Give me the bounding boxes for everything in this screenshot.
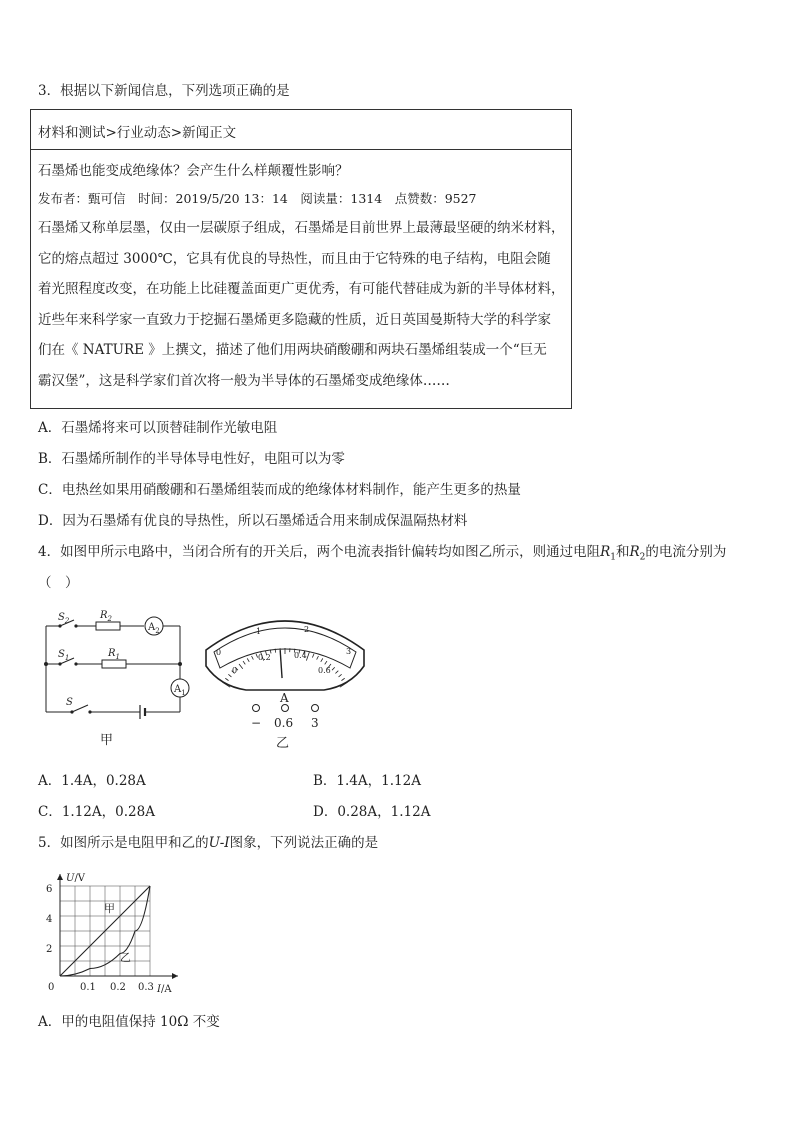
y-tick-6: 6 <box>46 884 53 895</box>
q4-stem-a: 4．如图甲所示电路中，当闭合所有的开关后，两个电流表指针偏转均如图乙所示，则通过电阻 <box>38 544 601 560</box>
ui-graph <box>38 866 188 1005</box>
q3-option-a: A．石墨烯将来可以顶替硅制作光敏电阻 <box>38 420 278 436</box>
article-title: 石墨烯也能变成绝缘体？会产生什么样颠覆性影响？ <box>38 163 349 179</box>
label-a2: $A_2$ <box>148 622 160 635</box>
q4-option-c: C．1.12A，0.28A <box>38 804 155 820</box>
question-4-stem <box>38 543 726 567</box>
q3-option-c: C．电热丝如果用硝酸硼和石墨烯组装而成的绝缘体材料制作，能产生更多的热量 <box>38 482 521 498</box>
ammeter-diagram <box>200 610 370 759</box>
r1-sub: 1 <box>610 552 616 563</box>
article-line: 着光照程度改变，在功能上比硅覆盖面更广更优秀，有可能代替硅成为新的半导体材料， <box>38 281 565 297</box>
news-breadcrumb <box>31 110 571 150</box>
x-tick-01: 0.1 <box>80 982 96 993</box>
article-line: 霸汉堡”，这是科学家们首次将一般为半导体的石墨烯变成绝缘体…… <box>38 372 450 389</box>
series-label-yi: 乙 <box>120 951 131 964</box>
article-line: 它的熔点超过 3000℃，它具有优良的导热性，而且由于它特殊的电子结构，电阻会随 <box>38 250 551 267</box>
q5-stem-a: 5．如图所示是电阻甲和乙的 <box>38 835 209 851</box>
label-r2: $R_2$ <box>100 610 112 623</box>
r1-symbol: R <box>600 544 611 560</box>
upper-tick-3: 3 <box>346 647 352 656</box>
meter-tick <box>275 649 276 653</box>
label-r1: $R_1$ <box>108 648 120 661</box>
question-5-stem <box>38 834 378 852</box>
label-a1: $A_1$ <box>174 684 186 697</box>
upper-tick-0: 0 <box>216 648 222 657</box>
y-tick-4: 4 <box>46 914 53 925</box>
meter-unit: A <box>280 691 289 705</box>
upper-tick-2: 2 <box>304 625 310 634</box>
circuit-caption: 甲 <box>100 733 114 748</box>
label-s1: $S_1$ <box>58 649 70 662</box>
circuit-diagram <box>36 606 196 755</box>
x-tick-0: 0 <box>48 982 55 993</box>
q3-option-b: B．石墨烯所制作的半导体导电性好，电阻可以为零 <box>38 451 345 467</box>
x-tick-03: 0.3 <box>138 982 154 993</box>
q4-option-b: B．1.4A，1.12A <box>313 773 421 789</box>
x-axis-label: I/A <box>157 984 172 995</box>
r2-sub: 2 <box>639 552 646 563</box>
lower-tick-3: 0.6 <box>318 666 331 675</box>
article-meta: 发布者：甄可信 时间：2019/5/20 13：14 阅读量：1314 点赞数：9527 <box>38 191 477 206</box>
news-body <box>38 160 568 400</box>
q4-option-d: D．0.28A，1.12A <box>313 804 431 820</box>
y-tick-2: 2 <box>46 944 53 955</box>
upper-tick-1: 1 <box>256 627 262 636</box>
article-line: 们在《 NATURE 》上撰文，描述了他们用两块硝酸硼和两块石墨烯组装成一个“巨无 <box>38 342 547 358</box>
q5-ui: U-I <box>208 835 230 851</box>
series-label-jia: 甲 <box>104 902 115 915</box>
x-tick-02: 0.2 <box>110 982 126 993</box>
article-line: 近些年来科学家一直致力于挖掘石墨烯更多隐藏的性质，近日英国曼斯特大学的科学家 <box>38 311 551 328</box>
q4-and: 和 <box>616 544 630 560</box>
q5-option-a: A．甲的电阻值保持 10Ω 不变 <box>38 1014 220 1030</box>
label-s2: $S_2$ <box>58 612 70 625</box>
terminal-3: 3 <box>311 716 319 730</box>
q4-option-a: A．1.4A，0.28A <box>38 773 146 789</box>
q3-option-d: D．因为石墨烯有优良的导热性，所以石墨烯适合用来制成保温隔热材料 <box>38 513 468 529</box>
q4-answer-paren: （ ） <box>38 575 79 591</box>
label-s: S <box>66 697 73 708</box>
terminal-neg: − <box>251 716 262 730</box>
question-3-stem: 3．根据以下新闻信息，下列选项正确的是 <box>38 83 290 99</box>
r2-symbol: R <box>629 544 640 560</box>
lower-tick-2: 0.4 <box>294 651 307 660</box>
q4-stem-b: 的电流分别为 <box>645 544 727 560</box>
terminal-06: 0.6 <box>274 716 294 730</box>
lower-tick-1: 0.2 <box>258 653 271 662</box>
lower-tick-0: 0 <box>232 666 238 675</box>
breadcrumb-text: 材料和测试>行业动态>新闻正文 <box>38 125 237 141</box>
q5-stem-b: 图象，下列说法正确的是 <box>229 835 379 851</box>
news-box <box>30 109 572 409</box>
y-axis-label: U/V <box>66 873 86 884</box>
article-line: 石墨烯又称单层墨，仅由一层碳原子组成，石墨烯是目前世界上最薄最坚硬的纳米材料， <box>38 220 565 236</box>
meter-caption: 乙 <box>276 736 290 751</box>
